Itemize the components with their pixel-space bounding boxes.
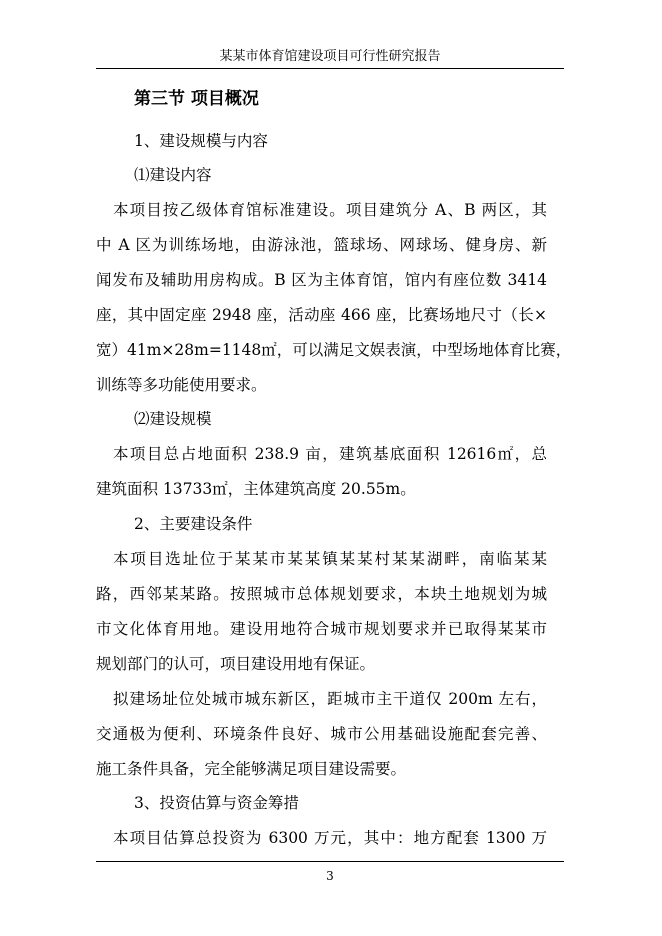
running-header: 某某市体育馆建设项目可行性研究报告 <box>219 49 441 64</box>
heading-main-conditions: 2、主要建设条件 <box>134 515 253 533</box>
paragraph-line: 宽）41m×28m=1148㎡，可以满足文娱表演，中型场地体育比赛， <box>96 341 572 359</box>
heading-investment: 3、投资估算与资金筹措 <box>134 794 299 812</box>
page-number: 3 <box>326 869 334 883</box>
paragraph-line: 路，西邻某某路。按照城市总体规划要求，本块土地规划为城 <box>96 585 547 603</box>
footer-rule <box>96 861 564 862</box>
paragraph-line: 中 A 区为训练场地，由游泳池，篮球场、网球场、健身房、新 <box>96 236 547 254</box>
section-title: 第三节 项目概况 <box>134 89 259 109</box>
paragraph-line: 本项目选址位于某某市某某镇某某村某某湖畔，南临某某 <box>113 550 547 568</box>
subheading-construction-scale: ⑵建设规模 <box>134 410 212 428</box>
paragraph-line: 训练等多功能使用要求。 <box>96 376 267 394</box>
paragraph-line: 本项目按乙级体育馆标准建设。项目建筑分 A、B 两区，其 <box>113 201 547 219</box>
paragraph-line: 交通极为便利、环境条件良好、城市公用基础设施配套完善、 <box>96 725 547 743</box>
paragraph-line: 本项目总占地面积 238.9 亩，建筑基底面积 12616㎡，总 <box>113 445 547 463</box>
paragraph-line: 市文化体育用地。建设用地符合城市规划要求并已取得某某市 <box>96 620 547 638</box>
paragraph-line: 座，其中固定座 2948 座，活动座 466 座，比赛场地尺寸（长× <box>96 306 547 324</box>
paragraph-line: 拟建场址位处城市城东新区，距城市主干道仅 200m 左右， <box>113 690 547 708</box>
paragraph-line: 本项目估算总投资为 6300 万元，其中：地方配套 1300 万 <box>113 829 547 847</box>
paragraph-line: 规划部门的认可，项目建设用地有保证。 <box>96 655 376 673</box>
paragraph-line: 施工条件具备，完全能够满足项目建设需要。 <box>96 760 407 778</box>
paragraph-line: 建筑面积 13733㎡，主体建筑高度 20.55m。 <box>96 480 416 498</box>
header-rule <box>96 68 564 69</box>
subheading-construction-content: ⑴建设内容 <box>134 166 212 184</box>
heading-scale-content: 1、建设规模与内容 <box>134 132 268 150</box>
paragraph-line: 闻发布及辅助用房构成。B 区为主体育馆，馆内有座位数 3414 <box>96 271 547 289</box>
